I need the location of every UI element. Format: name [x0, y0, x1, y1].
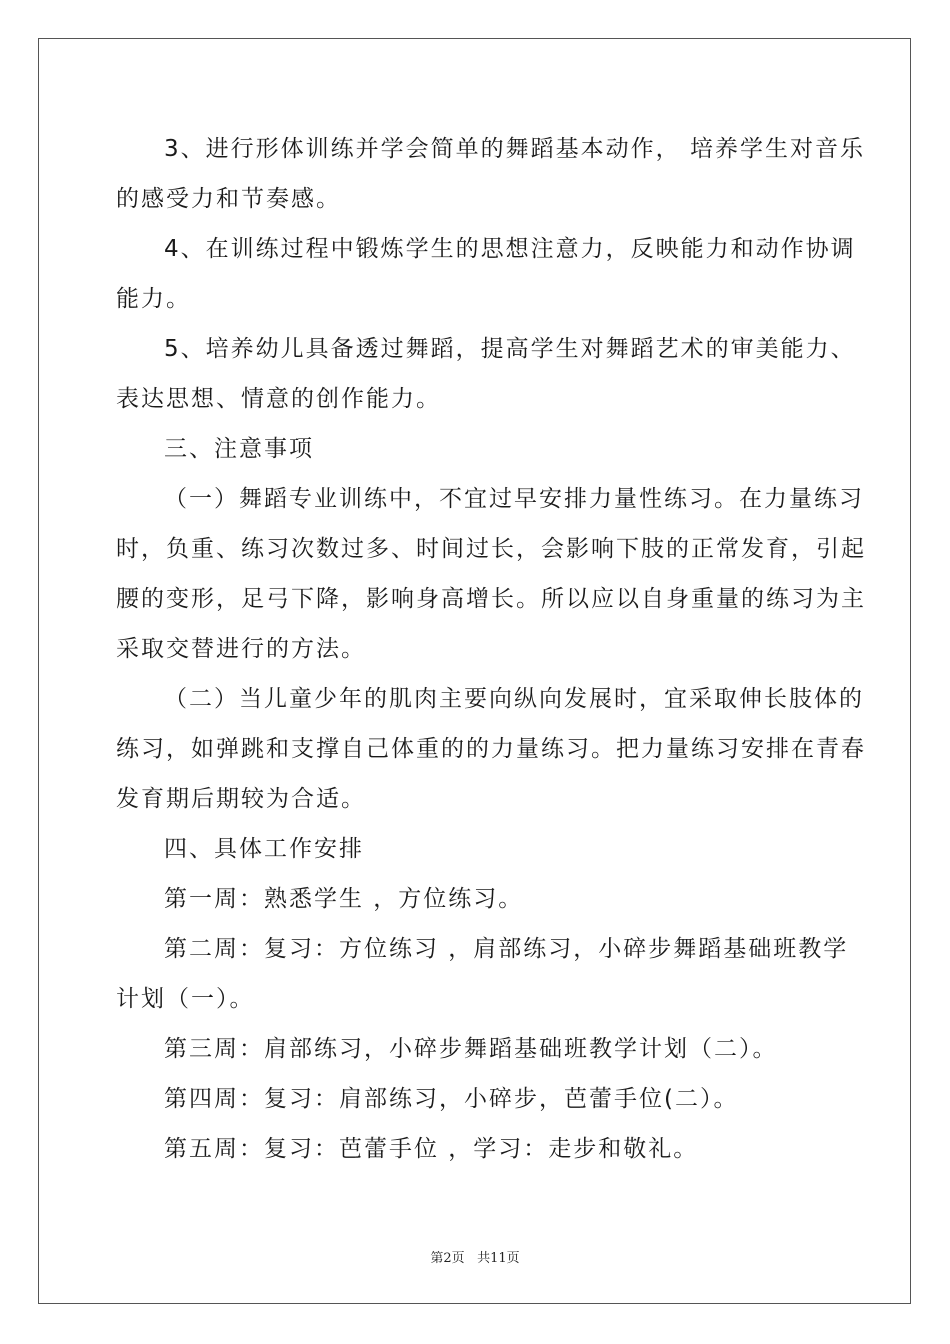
paragraph-4-line-1: 4、在训练过程中锻炼学生的思想注意力，反映能力和动作协调 [164, 236, 856, 262]
week-2-line-2: 计划（一）。 [116, 986, 255, 1012]
paragraph-4-line-2: 能力。 [116, 286, 191, 312]
paragraph-3-line-1: 3、进行形体训练并学会简单的舞蹈基本动作， 培养学生对音乐 [164, 136, 865, 162]
note-1-line-4: 采取交替进行的方法。 [116, 636, 366, 662]
week-3: 第三周：肩部练习，小碎步舞蹈基础班教学计划（二）。 [164, 1036, 778, 1062]
section-heading-schedule: 四、具体工作安排 [164, 836, 364, 862]
section-heading-notes: 三、注意事项 [164, 436, 314, 462]
note-2-line-1: （二）当儿童少年的肌肉主要向纵向发展时，宜采取伸长肢体的 [164, 686, 864, 712]
week-5: 第五周：复习：芭蕾手位 ，学习：走步和敬礼。 [164, 1136, 699, 1162]
note-2-line-3: 发育期后期较为合适。 [116, 786, 366, 812]
document-body [116, 124, 866, 1174]
paragraph-5-line-1: 5、培养幼儿具备透过舞蹈，提高学生对舞蹈艺术的审美能力、 [164, 336, 856, 362]
note-1-line-2: 时，负重、练习次数过多、时间过长，会影响下肢的正常发育，引起 [116, 536, 866, 562]
note-1-line-1: （一）舞蹈专业训练中，不宜过早安排力量性练习。在力量练习 [164, 486, 864, 512]
paragraph-5-line-2: 表达思想、情意的创作能力。 [116, 386, 441, 412]
paragraph-3-line-2: 的感受力和节奏感。 [116, 186, 341, 212]
page-number: 第2页 [430, 1251, 465, 1266]
page-total: 共11页 [477, 1251, 520, 1266]
week-4: 第四周：复习：肩部练习，小碎步，芭蕾手位(二）。 [164, 1086, 739, 1112]
note-1-line-3: 腰的变形，足弓下降，影响身高增长。所以应以自身重量的练习为主 [116, 586, 866, 612]
week-1: 第一周：熟悉学生 ，方位练习。 [164, 886, 524, 912]
week-2-line-1: 第二周：复习：方位练习 ，肩部练习，小碎步舞蹈基础班教学 [164, 936, 849, 962]
page-footer [0, 1247, 950, 1266]
note-2-line-2: 练习，如弹跳和支撑自己体重的的力量练习。把力量练习安排在青春 [116, 736, 866, 762]
